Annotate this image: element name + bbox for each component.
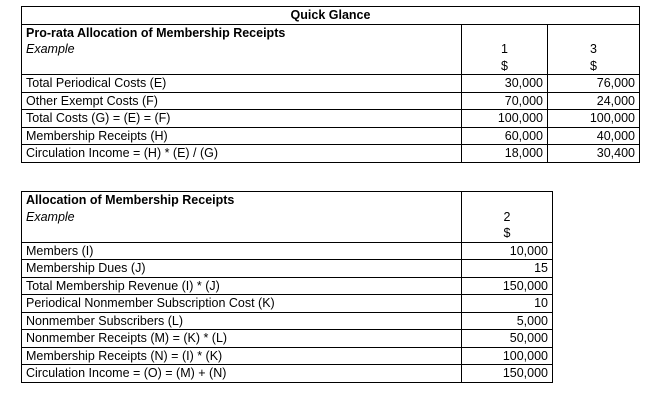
currency-row: [22, 225, 553, 242]
row-label: Membership Dues (J): [22, 260, 462, 278]
table-heading-row: [22, 192, 553, 209]
row-label: Other Exempt Costs (F): [22, 92, 462, 110]
pro-rata-heading: Pro-rata Allocation of Membership Receipts: [22, 24, 462, 41]
row-value: 10,000: [462, 242, 553, 260]
row-value: 50,000: [462, 330, 553, 348]
row-label: Circulation Income = (O) = (M) + (N): [22, 365, 462, 383]
example-row: [22, 209, 553, 226]
row-label: Nonmember Subscribers (L): [22, 312, 462, 330]
table-row: [22, 277, 553, 295]
table-row: [22, 127, 640, 145]
currency-symbol: $: [548, 58, 640, 75]
membership-allocation-table: [21, 191, 553, 383]
column-number-2: 2: [462, 209, 553, 226]
table-heading-row: [22, 24, 640, 41]
row-value: 100,000: [548, 110, 640, 128]
table-row: [22, 110, 640, 128]
row-value: 40,000: [548, 127, 640, 145]
row-label: Members (I): [22, 242, 462, 260]
row-value: 60,000: [462, 127, 548, 145]
empty-cell: [462, 192, 553, 209]
example-label: Example: [22, 41, 462, 58]
row-value: 30,400: [548, 145, 640, 163]
row-label: Circulation Income = (H) * (E) / (G): [22, 145, 462, 163]
table-row: [22, 260, 553, 278]
currency-row: [22, 58, 640, 75]
row-label: Membership Receipts (H): [22, 127, 462, 145]
row-value: 5,000: [462, 312, 553, 330]
row-value: 150,000: [462, 365, 553, 383]
table-row: [22, 242, 553, 260]
example-row: [22, 41, 640, 58]
allocation-heading: Allocation of Membership Receipts: [22, 192, 462, 209]
row-value: 70,000: [462, 92, 548, 110]
row-value: 10: [462, 295, 553, 313]
row-label: Nonmember Receipts (M) = (K) * (L): [22, 330, 462, 348]
quick-glance-title-row: [22, 7, 640, 25]
example-label: Example: [22, 209, 462, 226]
row-value: 150,000: [462, 277, 553, 295]
row-label: Periodical Nonmember Subscription Cost (K): [22, 295, 462, 313]
row-value: 24,000: [548, 92, 640, 110]
row-value: 18,000: [462, 145, 548, 163]
table-row: [22, 312, 553, 330]
pro-rata-allocation-table: [21, 6, 640, 163]
table-row: [22, 145, 640, 163]
table-row: [22, 347, 553, 365]
empty-cell: [22, 58, 462, 75]
table-row: [22, 365, 553, 383]
empty-cell: [22, 225, 462, 242]
empty-cell: [462, 24, 548, 41]
column-number-3: 3: [548, 41, 640, 58]
row-label: Total Membership Revenue (I) * (J): [22, 277, 462, 295]
table-row: [22, 330, 553, 348]
column-number-1: 1: [462, 41, 548, 58]
table-row: [22, 295, 553, 313]
row-value: 100,000: [462, 347, 553, 365]
row-value: 76,000: [548, 75, 640, 93]
row-label: Total Periodical Costs (E): [22, 75, 462, 93]
table-row: [22, 75, 640, 93]
row-value: 15: [462, 260, 553, 278]
quick-glance-title: Quick Glance: [22, 7, 640, 25]
currency-symbol: $: [462, 225, 553, 242]
row-label: Membership Receipts (N) = (I) * (K): [22, 347, 462, 365]
currency-symbol: $: [462, 58, 548, 75]
row-value: 30,000: [462, 75, 548, 93]
table-row: [22, 92, 640, 110]
empty-cell: [548, 24, 640, 41]
row-value: 100,000: [462, 110, 548, 128]
row-label: Total Costs (G) = (E) = (F): [22, 110, 462, 128]
